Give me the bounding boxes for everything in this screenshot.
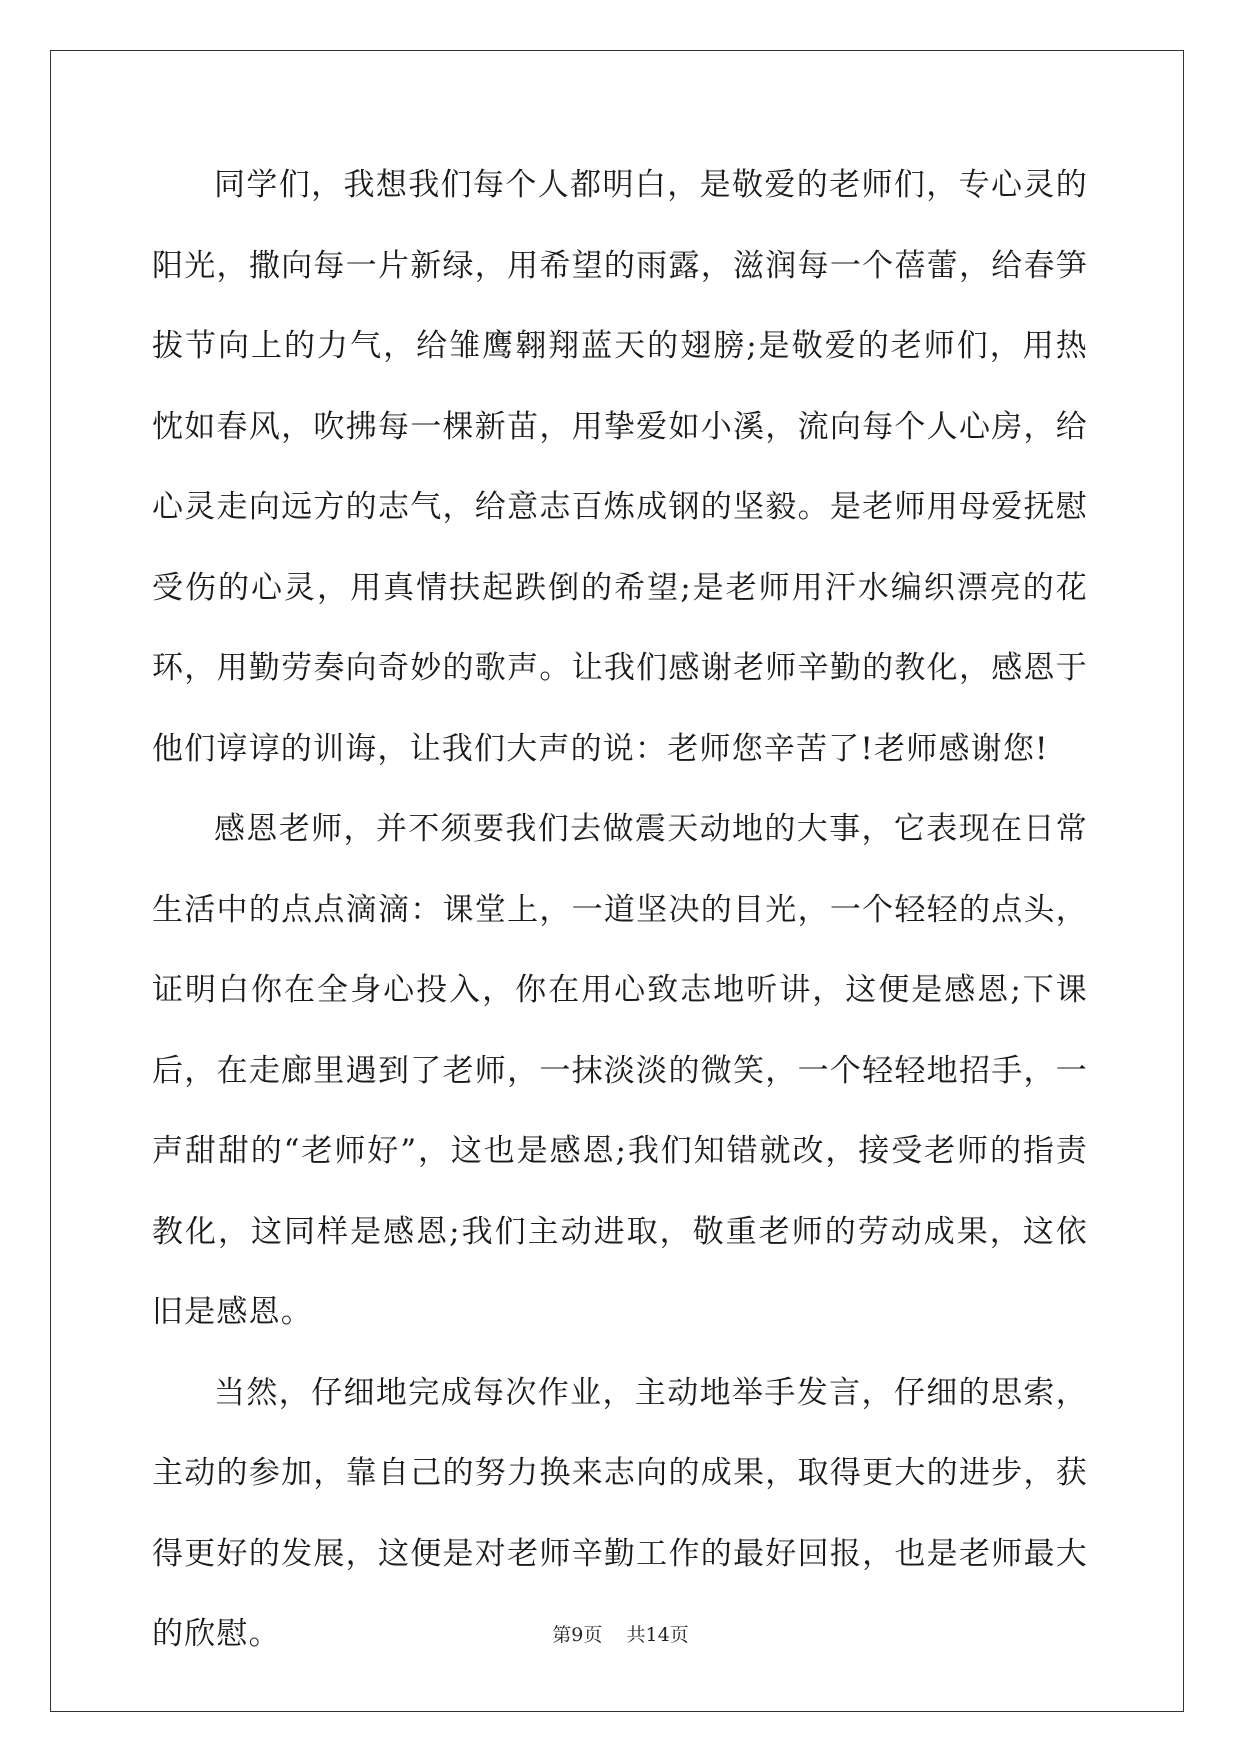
- page-suffix: 页: [583, 1624, 603, 1646]
- total-suffix: 页: [669, 1624, 689, 1646]
- paragraph-3: 当然，仔细地完成每次作业，主动地举手发言，仔细的思索，主动的参加，靠自己的努力换来志向的成果，取得更大的进步，获得更好的发展，这便是对老师辛勤工作的最好回报，也是老师最大的欣慰。: [152, 1374, 1088, 1652]
- total-prefix: 共: [626, 1624, 646, 1646]
- page-current: 9: [571, 1624, 584, 1646]
- page-footer: [0, 1620, 1241, 1647]
- paragraph-1: 同学们，我想我们每个人都明白，是敬爱的老师们，专心灵的阳光，撒向每一片新绿，用希望的雨露，滋润每一个蓓蕾，给春笋拔节向上的力气，给雏鹰翱翔蓝天的翅膀;是敬爱的老师们，用热忱如春风，吹拂每一棵新苗，用挚爱如小溪，流向每个人心房，给心灵走向远方的志气，给意志百炼成钢的坚毅。是老师用母爱抚慰受伤的心灵，用真情扶起跌倒的希望;是老师用汗水编织漂亮的花环，用勤劳奏向奇妙的歌声。让我们感谢老师辛勤的教化，感恩于他们谆谆的训诲，让我们大声的说：老师您辛苦了!老师感谢您!: [152, 167, 1088, 767]
- document-body: [152, 145, 1088, 1675]
- page-total: 14: [645, 1624, 670, 1646]
- page-prefix: 第: [552, 1624, 572, 1646]
- paragraph-2: 感恩老师，并不须要我们去做震天动地的大事，它表现在日常生活中的点点滴滴：课堂上，一道坚决的目光，一个轻轻的点头，证明白你在全身心投入，你在用心致志地听讲，这便是感恩;下课后，在走廊里遇到了老师，一抹淡淡的微笑，一个轻轻地招手，一声甜甜的“老师好”，这也是感恩;我们知错就改，接受老师的指责教化，这同样是感恩;我们主动进取，敬重老师的劳动成果，这依旧是感恩。: [152, 811, 1088, 1330]
